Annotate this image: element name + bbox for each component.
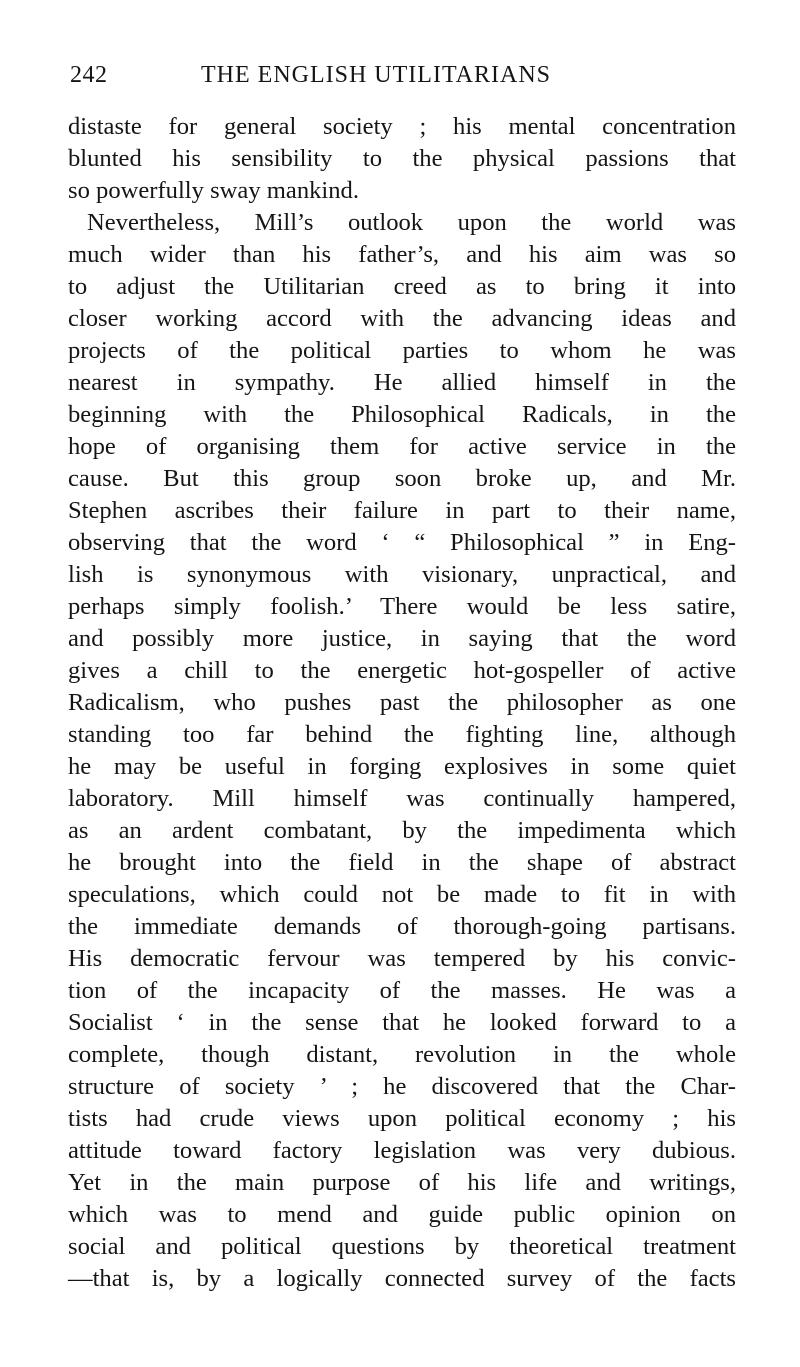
text-line: hope of organising them for active service in the [68,433,736,460]
text-line: Socialist ‘ in the sense that he looked forward to a [68,1009,736,1036]
text-line: distaste for general society ; his mental concentration [68,113,736,140]
paragraph-2 [68,207,736,1295]
text-line: closer working accord with the advancing ideas and [68,305,736,332]
paragraph-1 [68,111,736,207]
text-line: Stephen ascribes their failure in part to their name, [68,497,736,524]
text-line: Radicalism, who pushes past the philosopher as one [68,689,736,716]
text-line: he brought into the field in the shape of abstract [68,849,736,876]
text-line: attitude toward factory legislation was very dubious. [68,1137,736,1164]
text-line: nearest in sympathy. He allied himself in the [68,369,736,396]
text-line: standing too far behind the fighting line, although [68,721,736,748]
text-line: beginning with the Philosophical Radicals, in the [68,401,736,428]
running-head [70,60,736,94]
text-line: he may be useful in forging explosives in some quiet [68,753,736,780]
text-line: perhaps simply foolish.’ There would be less satire, [68,593,736,620]
text-line: complete, though distant, revolution in the whole [68,1041,736,1068]
text-line: His democratic fervour was tempered by his convic- [68,945,736,972]
text-line: structure of society ’ ; he discovered that the Char- [68,1073,736,1100]
running-title: THE ENGLISH UTILITARIANS [201,62,552,88]
text-line: —that is, by a logically connected survey of the facts [68,1265,736,1292]
text-line: tion of the incapacity of the masses. He was a [68,977,736,1004]
text-line: as an ardent combatant, by the impedimenta which [68,817,736,844]
text-line: lish is synonymous with visionary, unpractical, and [68,561,736,588]
text-line: so powerfully sway mankind. [68,177,359,204]
text-line: speculations, which could not be made to fit in with [68,881,736,908]
page-number: 242 [70,62,108,88]
text-line: the immediate demands of thorough-going partisans. [68,913,736,940]
text-line: projects of the political parties to whom he was [68,337,736,364]
text-line: tists had crude views upon political economy ; his [68,1105,736,1132]
text-line: cause. But this group soon broke up, and Mr. [68,465,736,492]
text-line: observing that the word ‘ “ Philosophical ” in Eng- [68,529,736,556]
text-line: Nevertheless, Mill’s outlook upon the world was [87,209,736,236]
text-line: social and political questions by theoretical treatment [68,1233,736,1260]
text-line: gives a chill to the energetic hot-gospeller of active [68,657,736,684]
text-line: and possibly more justice, in saying that the word [68,625,736,652]
body-text [68,111,736,1295]
text-line: laboratory. Mill himself was continually hampered, [68,785,736,812]
text-line: which was to mend and guide public opinion on [68,1201,736,1228]
text-line: blunted his sensibility to the physical passions that [68,145,736,172]
text-line: to adjust the Utilitarian creed as to bring it into [68,273,736,300]
text-line: much wider than his father’s, and his aim was so [68,241,736,268]
text-line: Yet in the main purpose of his life and writings, [68,1169,736,1196]
